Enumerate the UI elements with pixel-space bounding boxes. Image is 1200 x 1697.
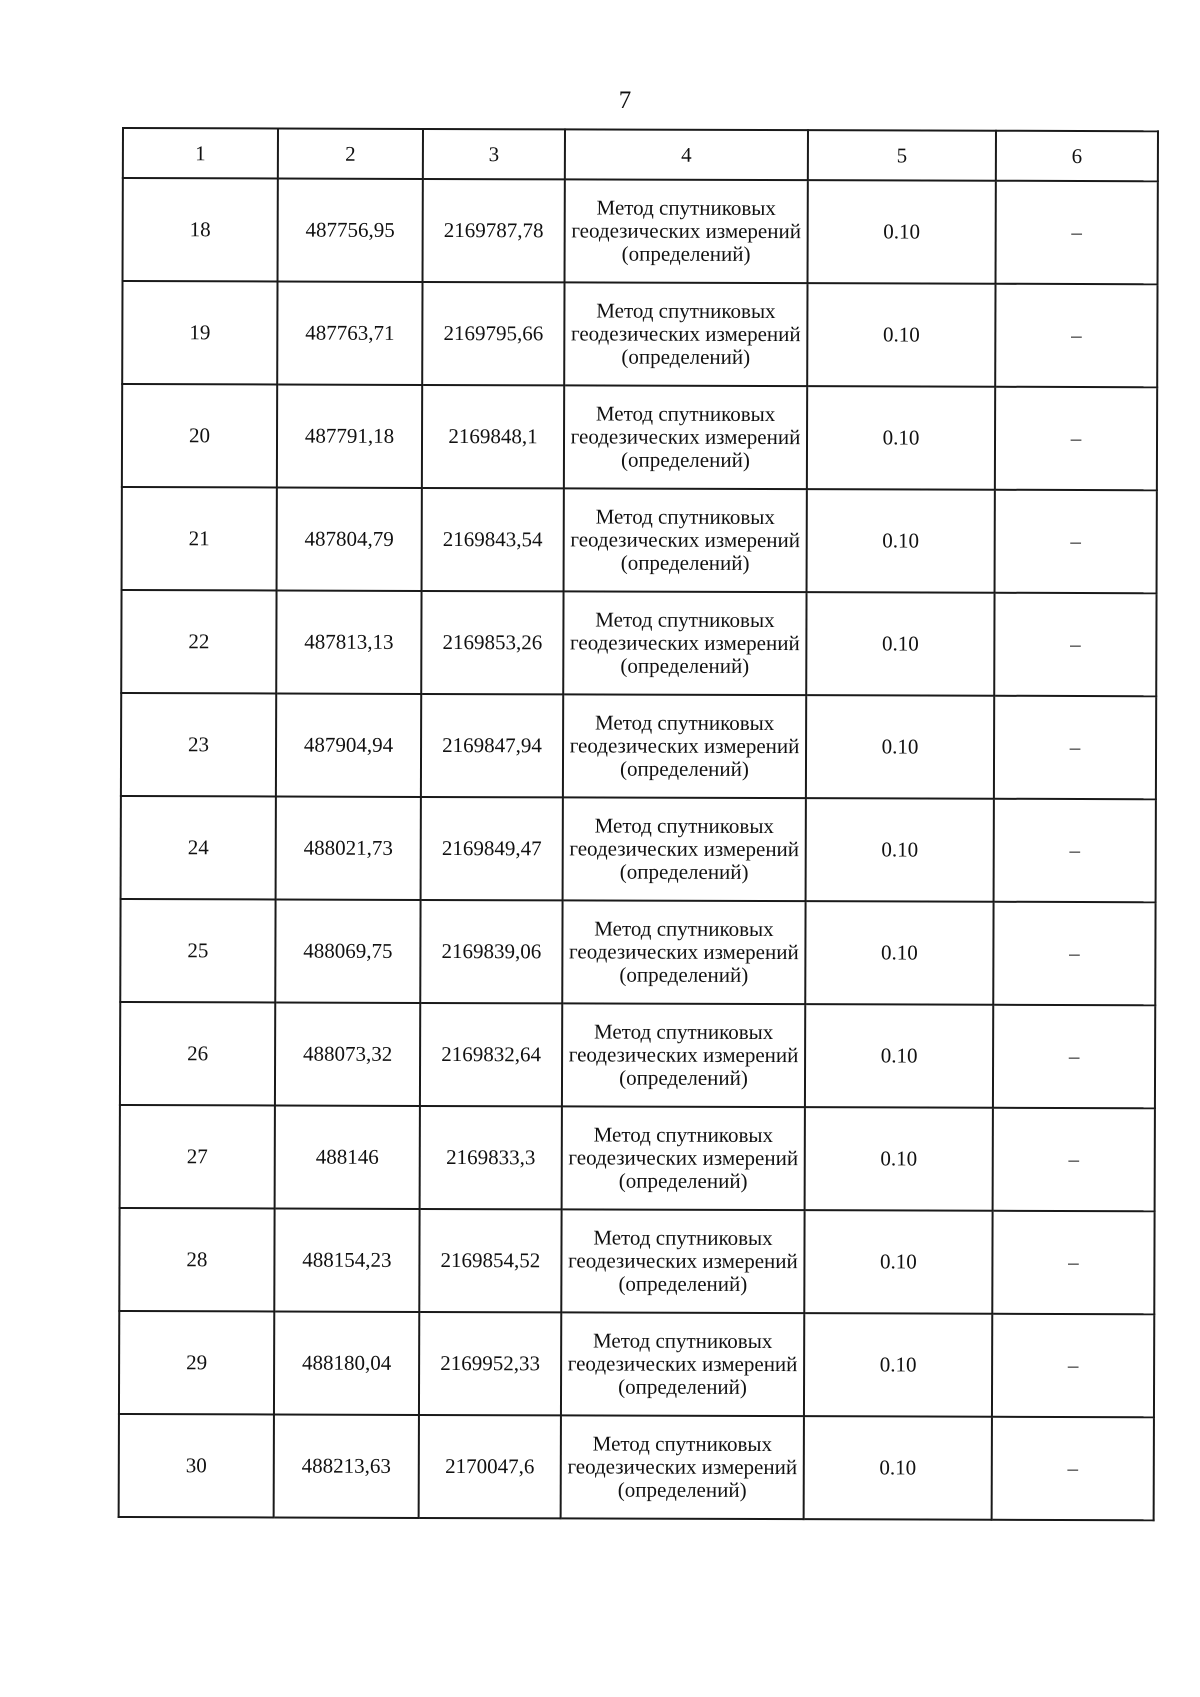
y-coordinate-cell: 2169848,1 [422,385,564,488]
x-coordinate-cell: 488213,63 [274,1414,419,1517]
column-header: 1 [123,128,278,178]
x-coordinate-cell: 488069,75 [275,899,420,1002]
note-cell: – [994,593,1156,697]
method-cell: Метод спутниковых геодезических измерений (определений) [564,488,807,592]
table-row [122,487,1157,593]
point-number-cell: 30 [119,1414,274,1517]
x-coordinate-cell: 488146 [275,1105,420,1208]
accuracy-cell: 0.10 [805,901,993,1005]
y-coordinate-cell: 2169839,06 [420,900,562,1003]
method-cell: Метод спутниковых геодезических измерений (определений) [562,900,805,1004]
table-row [123,178,1158,284]
point-number-cell: 19 [122,281,277,384]
point-number-cell: 24 [121,796,276,899]
method-cell: Метод спутниковых геодезических измерений (определений) [561,1312,804,1416]
x-coordinate-cell: 487763,71 [277,281,422,384]
column-header: 4 [565,129,808,180]
table-row [119,1414,1154,1520]
accuracy-cell: 0.10 [808,180,996,284]
table-row [121,590,1156,696]
point-number-cell: 21 [122,487,277,590]
note-cell: – [992,1314,1154,1418]
table-row [120,899,1155,1005]
table-row [122,384,1157,490]
accuracy-cell: 0.10 [807,283,995,387]
y-coordinate-cell: 2169795,66 [422,282,564,385]
accuracy-cell: 0.10 [806,592,994,696]
note-cell: – [995,284,1157,388]
note-cell: – [993,1005,1155,1109]
accuracy-cell: 0.10 [806,695,994,799]
x-coordinate-cell: 487804,79 [277,487,422,590]
point-number-cell: 22 [121,590,276,693]
point-number-cell: 20 [122,384,277,487]
note-cell: – [995,490,1157,594]
accuracy-cell: 0.10 [805,1004,993,1108]
table-row [120,1105,1155,1211]
y-coordinate-cell: 2169854,52 [419,1209,561,1312]
y-coordinate-cell: 2169787,78 [423,179,565,282]
note-cell: – [994,799,1156,903]
note-cell: – [996,181,1158,285]
method-cell: Метод спутниковых геодезических измерений (определений) [561,1209,804,1313]
accuracy-cell: 0.10 [807,386,995,490]
y-coordinate-cell: 2169847,94 [421,694,563,797]
table-row [121,796,1156,902]
point-number-cell: 28 [119,1208,274,1311]
accuracy-cell: 0.10 [805,1107,993,1211]
method-cell: Метод спутниковых геодезических измерений (определений) [564,282,807,386]
y-coordinate-cell: 2170047,6 [419,1415,561,1518]
note-cell: – [993,902,1155,1006]
note-cell: – [992,1211,1154,1315]
point-number-cell: 27 [120,1105,275,1208]
table-row [122,281,1157,387]
accuracy-cell: 0.10 [804,1210,992,1314]
method-cell: Метод спутниковых геодезических измерений (определений) [561,1415,804,1519]
method-cell: Метод спутниковых геодезических измерений (определений) [563,694,806,798]
table-row [120,1002,1155,1108]
point-number-cell: 29 [119,1311,274,1414]
x-coordinate-cell: 488021,73 [276,796,421,899]
table-header-row [123,128,1158,181]
method-cell: Метод спутниковых геодезических измерений (определений) [562,1003,805,1107]
column-header: 3 [423,129,565,179]
accuracy-cell: 0.10 [804,1416,992,1520]
column-header: 2 [278,128,423,178]
method-cell: Метод спутниковых геодезических измерений (определений) [564,385,807,489]
x-coordinate-cell: 487813,13 [276,590,421,693]
column-header: 6 [996,131,1158,182]
coordinates-table [118,127,1159,1521]
y-coordinate-cell: 2169853,26 [421,591,563,694]
method-cell: Метод спутниковых геодезических измерений (определений) [563,797,806,901]
note-cell: – [993,1108,1155,1212]
y-coordinate-cell: 2169832,64 [420,1003,562,1106]
table-row [119,1311,1154,1417]
y-coordinate-cell: 2169843,54 [422,488,564,591]
point-number-cell: 23 [121,693,276,796]
accuracy-cell: 0.10 [806,798,994,902]
x-coordinate-cell: 488154,23 [274,1208,419,1311]
y-coordinate-cell: 2169849,47 [421,797,563,900]
x-coordinate-cell: 487904,94 [276,693,421,796]
point-number-cell: 26 [120,1002,275,1105]
table-row [119,1208,1154,1314]
point-number-cell: 18 [123,178,278,281]
note-cell: – [995,387,1157,491]
accuracy-cell: 0.10 [807,489,995,593]
x-coordinate-cell: 487791,18 [277,384,422,487]
accuracy-cell: 0.10 [804,1313,992,1417]
x-coordinate-cell: 487756,95 [278,178,423,281]
page-number: 7 [618,87,632,114]
x-coordinate-cell: 488073,32 [275,1002,420,1105]
y-coordinate-cell: 2169833,3 [420,1106,562,1209]
note-cell: – [994,696,1156,800]
table-row [121,693,1156,799]
y-coordinate-cell: 2169952,33 [419,1312,561,1415]
method-cell: Метод спутниковых геодезических измерений (определений) [565,179,808,283]
method-cell: Метод спутниковых геодезических измерений (определений) [563,591,806,695]
method-cell: Метод спутниковых геодезических измерений (определений) [562,1106,805,1210]
column-header: 5 [808,130,996,181]
point-number-cell: 25 [120,899,275,1002]
x-coordinate-cell: 488180,04 [274,1311,419,1414]
note-cell: – [992,1417,1154,1521]
